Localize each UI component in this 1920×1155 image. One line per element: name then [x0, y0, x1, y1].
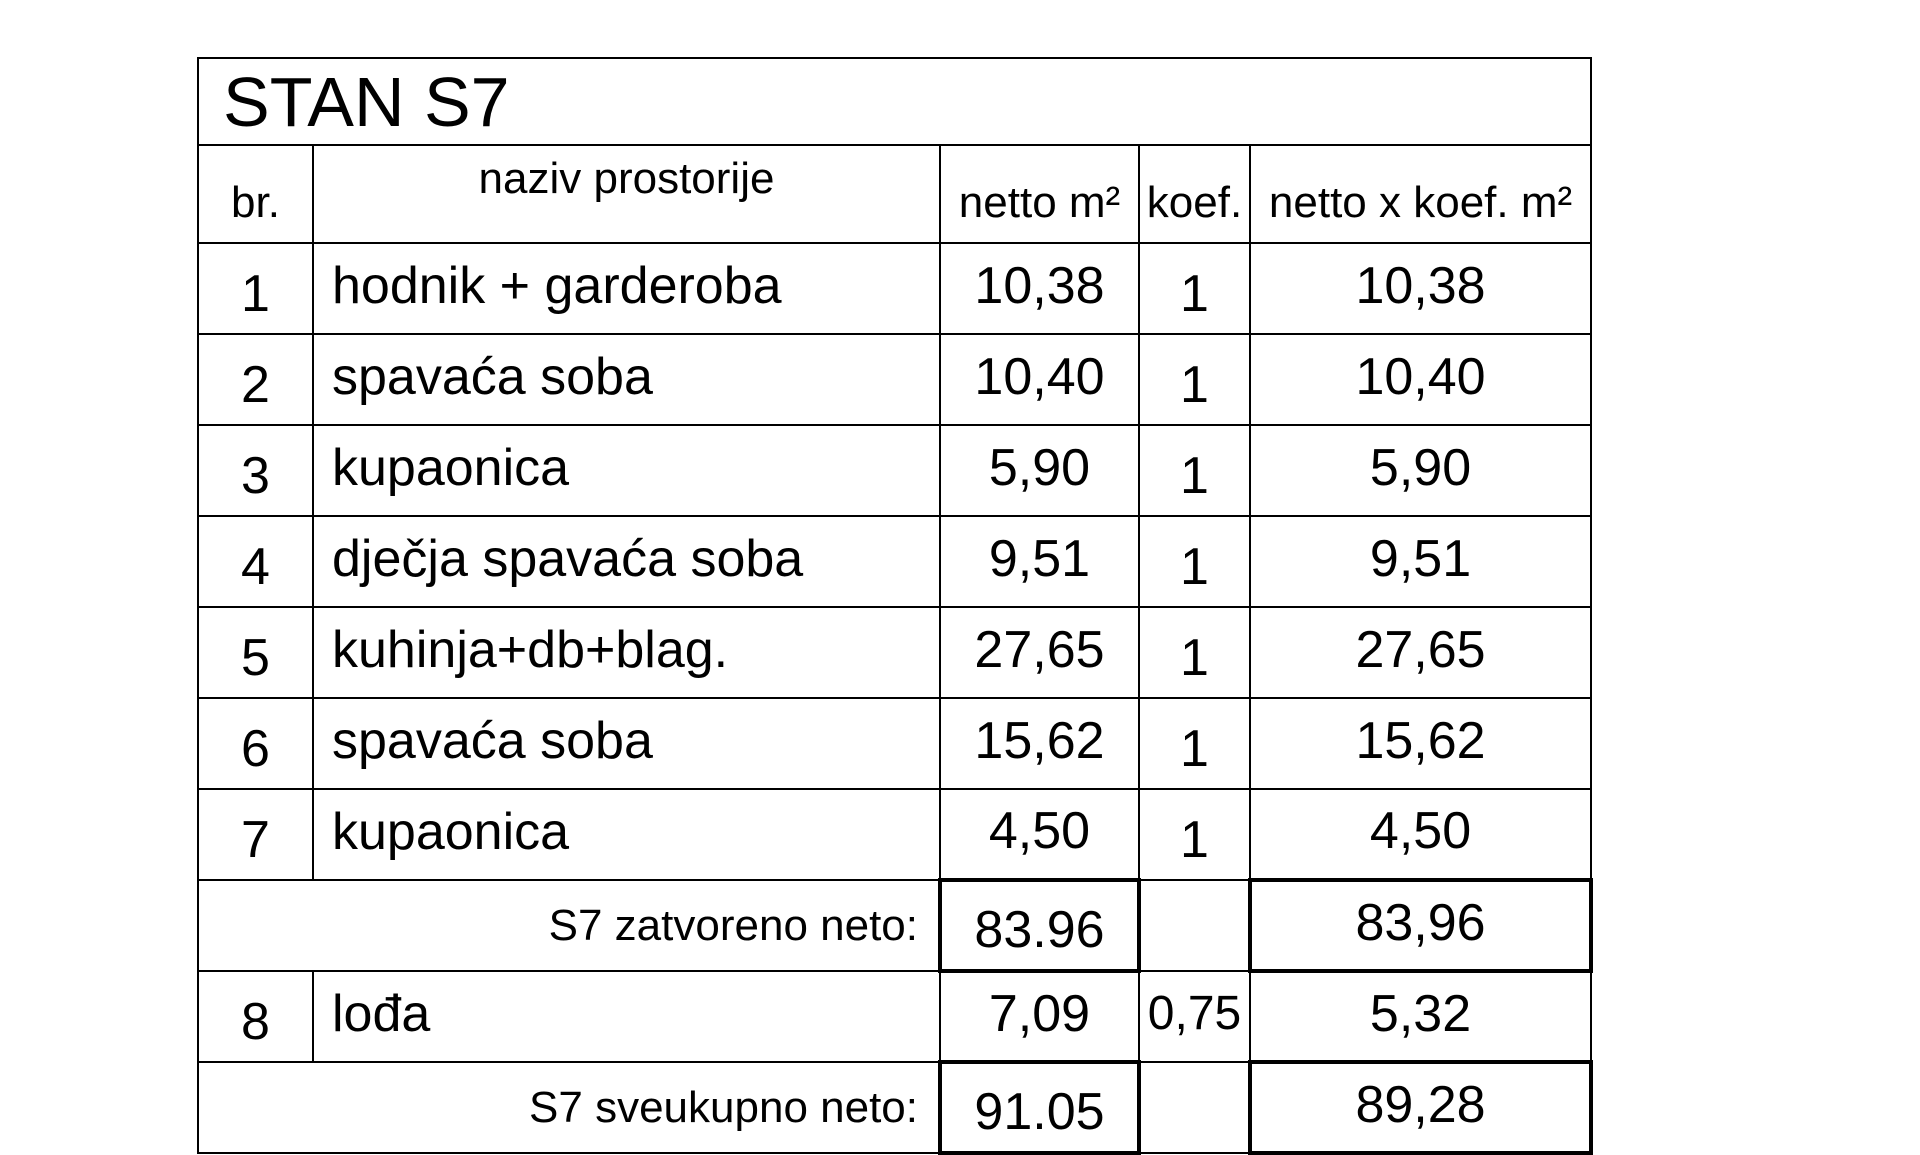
room-netto: 10,40 [940, 334, 1139, 425]
room-number: 5 [198, 607, 313, 698]
title-row [198, 58, 1591, 145]
table-row [198, 789, 1591, 880]
header-netto-koef: netto x koef. m² [1250, 145, 1591, 243]
room-name: dječja spavaća soba [313, 516, 940, 607]
room-netto-koef: 9,51 [1250, 516, 1591, 607]
room-koef: 1 [1139, 698, 1250, 789]
room-netto: 4,50 [940, 789, 1139, 880]
room-netto: 9,51 [940, 516, 1139, 607]
total-row [198, 1062, 1591, 1153]
table-title: STAN S7 [198, 58, 1591, 145]
room-name: kupaonica [313, 425, 940, 516]
room-netto-koef: 5,90 [1250, 425, 1591, 516]
room-netto-koef: 27,65 [1250, 607, 1591, 698]
room-number: 7 [198, 789, 313, 880]
total-netto: 91.05 [940, 1062, 1139, 1153]
room-koef: 1 [1139, 243, 1250, 334]
room-number: 3 [198, 425, 313, 516]
table-row [198, 698, 1591, 789]
table-row [198, 243, 1591, 334]
room-netto-koef: 10,40 [1250, 334, 1591, 425]
header-br: br. [198, 145, 313, 243]
room-koef: 1 [1139, 425, 1250, 516]
room-name: spavaća soba [313, 334, 940, 425]
header-naziv: naziv prostorije [313, 145, 940, 243]
subtotal-label: S7 zatvoreno neto: [198, 880, 940, 971]
room-koef: 1 [1139, 607, 1250, 698]
header-koef: koef. [1139, 145, 1250, 243]
room-netto: 7,09 [940, 971, 1139, 1062]
room-name: hodnik + garderoba [313, 243, 940, 334]
room-koef: 1 [1139, 516, 1250, 607]
room-netto: 5,90 [940, 425, 1139, 516]
subtotal-netto-koef: 83,96 [1250, 880, 1591, 971]
header-row [198, 145, 1591, 243]
subtotal-netto: 83.96 [940, 880, 1139, 971]
table-row [198, 516, 1591, 607]
table-row [198, 425, 1591, 516]
room-name: lođa [313, 971, 940, 1062]
subtotal-row [198, 880, 1591, 971]
room-name: spavaća soba [313, 698, 940, 789]
room-number: 8 [198, 971, 313, 1062]
header-netto: netto m² [940, 145, 1139, 243]
room-netto: 15,62 [940, 698, 1139, 789]
area-sheet [197, 57, 1590, 1155]
room-koef: 1 [1139, 334, 1250, 425]
room-netto: 27,65 [940, 607, 1139, 698]
table-row [198, 334, 1591, 425]
total-netto-koef: 89,28 [1250, 1062, 1591, 1153]
room-netto: 10,38 [940, 243, 1139, 334]
room-netto-koef: 15,62 [1250, 698, 1591, 789]
room-name: kupaonica [313, 789, 940, 880]
total-label: S7 sveukupno neto: [198, 1062, 940, 1153]
room-netto-koef: 4,50 [1250, 789, 1591, 880]
room-number: 1 [198, 243, 313, 334]
room-netto-koef: 5,32 [1250, 971, 1591, 1062]
room-netto-koef: 10,38 [1250, 243, 1591, 334]
total-koef-empty [1139, 1062, 1250, 1153]
room-name: kuhinja+db+blag. [313, 607, 940, 698]
table-row [198, 607, 1591, 698]
subtotal-koef-empty [1139, 880, 1250, 971]
room-number: 4 [198, 516, 313, 607]
room-number: 2 [198, 334, 313, 425]
room-area-table [197, 57, 1593, 1155]
room-koef: 0,75 [1139, 971, 1250, 1062]
room-koef: 1 [1139, 789, 1250, 880]
table-row [198, 971, 1591, 1062]
room-number: 6 [198, 698, 313, 789]
